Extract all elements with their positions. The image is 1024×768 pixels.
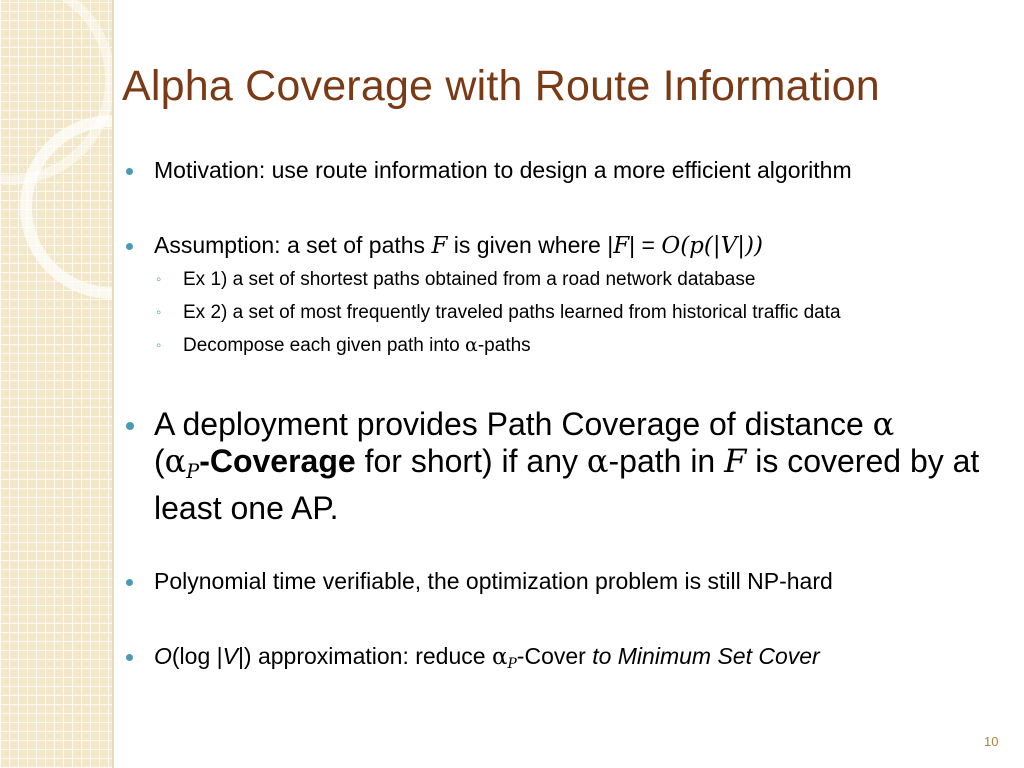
bullet-text: Polynomial time verifiable, the optimization problem is still NP-hard [154, 567, 833, 594]
math-F: F [431, 233, 448, 259]
sub-bullet-ex1 [126, 263, 1016, 296]
math-subscript-P: P [507, 655, 517, 672]
strip-divider [112, 0, 114, 768]
bullet-text: -Cover [516, 642, 593, 669]
sub-bullet-decompose [126, 329, 1016, 362]
bullet-text: Assumption: a set of paths [154, 232, 432, 258]
decorative-side-strip [0, 0, 112, 768]
bullet-text: |) approximation: reduce [237, 642, 492, 669]
math-alpha: α [586, 442, 609, 480]
bullet-text: is given where | [447, 232, 614, 258]
bullet-text: ( [154, 443, 165, 479]
math-p: (p [680, 233, 704, 259]
bullet-motivation [126, 156, 1016, 185]
math-alpha: α [164, 442, 187, 480]
slide-title: Alpha Coverage with Route Information [122, 62, 880, 110]
bullet-assumption [126, 231, 1016, 261]
bullet-text: for short) if any [355, 443, 587, 479]
math-subscript-P: P [186, 459, 200, 483]
math-F: F [613, 233, 630, 259]
sub-bullet-text: -paths [477, 335, 531, 356]
italic-text: to Minimum Set Cover [592, 642, 820, 669]
italic-V: V [222, 642, 238, 669]
bullet-text: (log | [171, 642, 223, 669]
bullet-list [126, 156, 1016, 679]
sub-bullet-ex2 [126, 296, 1016, 329]
italic-O: O [154, 642, 172, 669]
bullet-text: | = [629, 232, 662, 258]
bold-term: -Coverage [199, 443, 356, 479]
math-alpha: α [465, 334, 478, 356]
bullet-polynomial [126, 567, 1016, 596]
math-alpha: α [491, 643, 508, 670]
bullet-text: A deployment provides Path Coverage of distance [154, 406, 873, 442]
bullet-text: -path in [608, 443, 725, 479]
bullet-deployment [126, 406, 1016, 527]
bullet-text: Motivation: use route information to design a more efficient algorithm [154, 157, 852, 183]
bullet-approximation [126, 642, 1016, 679]
math-O: O [661, 233, 681, 259]
sub-bullet-text: Decompose each given path into [183, 335, 466, 356]
page-number: 10 [984, 734, 999, 749]
math-F: F [724, 442, 747, 480]
math-alpha: α [872, 405, 895, 443]
sub-bullet-text: Ex 2) a set of most frequently traveled paths learned from historical traffic data [183, 302, 841, 323]
sub-bullet-text: Ex 1) a set of shortest paths obtained from a road network database [183, 269, 756, 290]
math-V: (|V|)) [703, 233, 763, 259]
bullet-text: is covered by at least one AP. [154, 443, 980, 526]
